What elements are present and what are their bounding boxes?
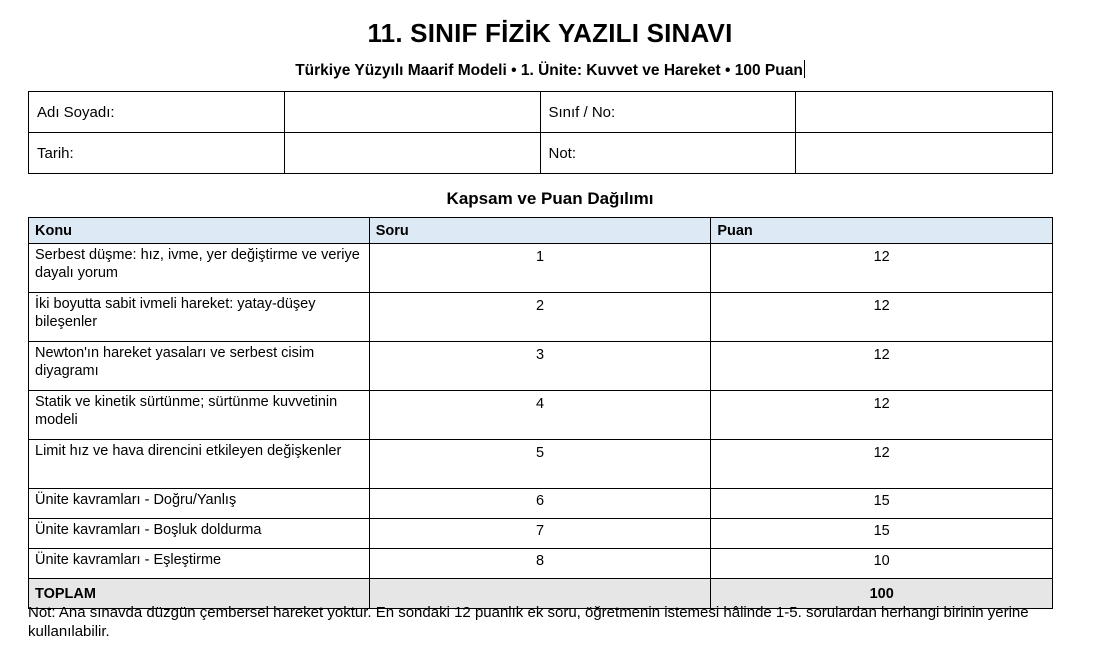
question-cell: 4	[369, 391, 711, 440]
info-row-2	[29, 133, 1053, 174]
question-cell: 7	[369, 519, 711, 549]
grade-label: Not:	[540, 133, 796, 174]
points-cell: 12	[711, 293, 1053, 342]
column-header-topic: Konu	[29, 218, 370, 244]
table-row	[29, 244, 1053, 293]
date-field[interactable]	[284, 133, 540, 174]
column-header-points: Puan	[711, 218, 1053, 244]
table-row	[29, 342, 1053, 391]
table-header-row	[29, 218, 1053, 244]
grade-field[interactable]	[796, 133, 1053, 174]
class-label: Sınıf / No:	[540, 92, 796, 133]
name-field[interactable]	[284, 92, 540, 133]
table-row	[29, 489, 1053, 519]
question-cell: 5	[369, 440, 711, 489]
topic-cell: Statik ve kinetik sürtünme; sürtünme kuvvetinin modeli	[29, 391, 370, 440]
topic-cell: Serbest düşme: hız, ivme, yer değiştirme ve veriye dayalı yorum	[29, 244, 370, 293]
column-header-question: Soru	[369, 218, 711, 244]
footnote: Not: Ana sınavda düzgün çembersel hareket yoktur. En sondaki 12 puanlık ek soru, öğretmenin istemesi hâlinde 1-5. sorulardan herhangi birinin yerine kullanılabilir.	[28, 604, 1029, 640]
student-info-table	[28, 91, 1053, 174]
table-row	[29, 549, 1053, 579]
table-row	[29, 293, 1053, 342]
points-cell: 12	[711, 342, 1053, 391]
topic-cell: Ünite kavramları - Doğru/Yanlış	[29, 489, 370, 519]
table-row	[29, 519, 1053, 549]
text-cursor	[804, 60, 805, 78]
total-label: TOPLAM	[29, 579, 370, 609]
score-distribution-table	[28, 217, 1053, 609]
page-title: 11. SINIF FİZİK YAZILI SINAVI	[367, 18, 733, 48]
info-row-1	[29, 92, 1053, 133]
section-title: Kapsam ve Puan Dağılımı	[446, 189, 654, 208]
question-cell: 3	[369, 342, 711, 391]
total-points: 100	[711, 579, 1053, 609]
question-cell: 2	[369, 293, 711, 342]
question-cell: 8	[369, 549, 711, 579]
table-row	[29, 391, 1053, 440]
class-field[interactable]	[796, 92, 1053, 133]
points-cell: 15	[711, 489, 1053, 519]
question-cell: 6	[369, 489, 711, 519]
page-subtitle[interactable]	[0, 60, 1100, 80]
name-label: Adı Soyadı:	[29, 92, 285, 133]
topic-cell: Ünite kavramları - Eşleştirme	[29, 549, 370, 579]
question-cell: 1	[369, 244, 711, 293]
subtitle-text: Türkiye Yüzyılı Maarif Modeli • 1. Ünite: Kuvvet ve Hareket • 100 Puan	[295, 62, 803, 79]
topic-cell: Limit hız ve hava direncini etkileyen değişkenler	[29, 440, 370, 489]
points-cell: 12	[711, 440, 1053, 489]
date-label: Tarih:	[29, 133, 285, 174]
points-cell: 12	[711, 391, 1053, 440]
points-cell: 15	[711, 519, 1053, 549]
topic-cell: Newton'ın hareket yasaları ve serbest cisim diyagramı	[29, 342, 370, 391]
table-row	[29, 440, 1053, 489]
points-cell: 12	[711, 244, 1053, 293]
topic-cell: İki boyutta sabit ivmeli hareket: yatay-düşey bileşenler	[29, 293, 370, 342]
points-cell: 10	[711, 549, 1053, 579]
topic-cell: Ünite kavramları - Boşluk doldurma	[29, 519, 370, 549]
